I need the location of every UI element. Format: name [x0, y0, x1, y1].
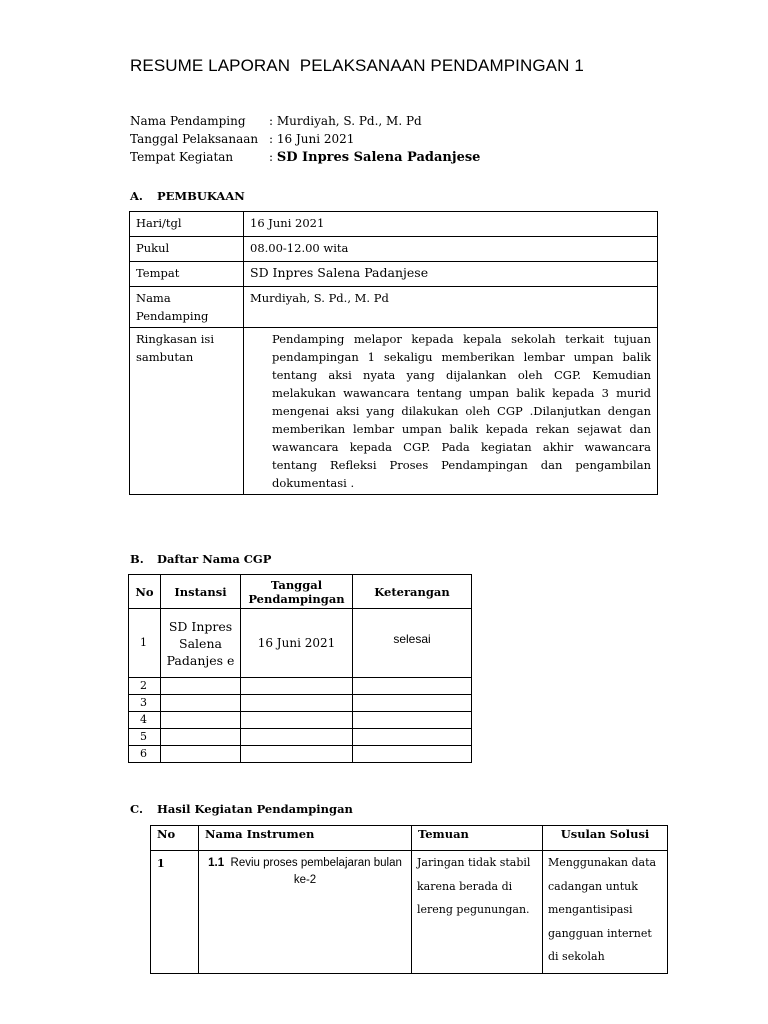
info-value-prefix: : [269, 150, 277, 164]
info-label: Tempat Kegiatan [130, 150, 234, 164]
info-row-pendamping [130, 114, 422, 128]
table-cell: Menggunakan data cadangan untuk mengantisipasi gangguan internet di sekolah [543, 851, 668, 974]
column-header: Nama Instrumen [199, 826, 412, 851]
table-row [151, 851, 668, 974]
info-label: Tanggal Pelaksanaan [130, 132, 259, 146]
table-cell [241, 746, 353, 763]
table-cell-label: Ringkasan isi sambutan [130, 328, 244, 495]
table-cell-label: Hari/tgl [130, 212, 244, 237]
section-letter: A. [130, 189, 143, 203]
table-cell-value: 08.00-12.00 wita [244, 237, 658, 262]
column-header: Tanggal Pendampingan [241, 575, 353, 609]
info-row-tanggal [130, 132, 354, 146]
table-cell: 16 Juni 2021 [241, 609, 353, 678]
table-row [129, 695, 472, 712]
table-cell [161, 695, 241, 712]
table-cell-value: 16 Juni 2021 [244, 212, 658, 237]
section-a-heading [130, 189, 245, 203]
column-header: Instansi [161, 575, 241, 609]
table-row [130, 328, 658, 495]
table-cell: Jaringan tidak stabil karena berada di lereng pegunungan. [412, 851, 543, 974]
document-title: RESUME LAPORAN PELAKSANAAN PENDAMPINGAN 1 [130, 56, 584, 75]
pembukaan-table [129, 211, 658, 495]
column-header: Temuan [412, 826, 543, 851]
table-cell-value: Pendamping melapor kepada kepala sekolah terkait tujuan pendampingan 1 sekaligu memberikan lembar umpan balik tentang aksi nyata yang dijalankan oleh CGP. Kemudian melakukan wawancara tentang umpan balik kepada 3 murid mengenai aksi yang dilakukan oleh CGP .Dilanjutkan dengan memberikan lembar umpan balik kepada rekan sejawat dan wawancara kepada CGP. Pada kegiatan akhir wawancara tentang Refleksi Proses Pendampingan dan pengambilan dokumentasi . [244, 328, 658, 495]
table-row [130, 287, 658, 328]
table-cell-label: Tempat [130, 262, 244, 287]
table-row [130, 237, 658, 262]
section-title: Hasil Kegiatan Pendampingan [157, 802, 353, 816]
table-cell: 2 [129, 678, 161, 695]
section-title: Daftar Nama CGP [157, 552, 272, 566]
column-header: No [151, 826, 199, 851]
table-row [129, 712, 472, 729]
table-cell: selesai [353, 609, 472, 678]
info-value: SD Inpres Salena Padanjese [276, 150, 481, 165]
table-cell [161, 712, 241, 729]
table-row [129, 678, 472, 695]
table-cell: SD Inpres Salena Padanjes e [161, 609, 241, 678]
table-row [129, 746, 472, 763]
table-cell-value: SD Inpres Salena Padanjese [244, 262, 658, 287]
table-cell: 4 [129, 712, 161, 729]
table-cell [161, 678, 241, 695]
column-header: Usulan Solusi [543, 826, 668, 851]
table-cell [199, 851, 412, 974]
info-value: : 16 Juni 2021 [269, 132, 355, 146]
section-b-heading [130, 552, 271, 566]
section-title: PEMBUKAAN [157, 189, 245, 203]
info-label: Nama Pendamping [130, 114, 246, 128]
table-cell-label: Nama Pendamping [130, 287, 244, 328]
table-cell: 3 [129, 695, 161, 712]
table-row [130, 262, 658, 287]
table-cell-label: Pukul [130, 237, 244, 262]
section-letter: B. [130, 552, 144, 566]
table-cell [353, 695, 472, 712]
table-cell [241, 729, 353, 746]
table-cell-value: Murdiyah, S. Pd., M. Pd [244, 287, 658, 328]
table-cell [353, 746, 472, 763]
instrument-name: Reviu proses pembelajaran bulan ke-2 [230, 857, 402, 886]
info-value: : Murdiyah, S. Pd., M. Pd [269, 114, 422, 128]
cgp-table [128, 574, 472, 763]
table-row [129, 729, 472, 746]
table-cell [241, 695, 353, 712]
hasil-kegiatan-table [150, 825, 668, 974]
table-cell [161, 746, 241, 763]
column-header: No [129, 575, 161, 609]
table-cell: 6 [129, 746, 161, 763]
table-cell [241, 712, 353, 729]
table-cell [353, 678, 472, 695]
table-cell: 1 [151, 851, 199, 974]
section-c-heading [130, 802, 353, 816]
table-header-row [151, 826, 668, 851]
table-cell: 1 [129, 609, 161, 678]
table-cell [241, 678, 353, 695]
info-row-tempat [130, 150, 480, 165]
table-cell [353, 729, 472, 746]
table-cell: 5 [129, 729, 161, 746]
table-cell [161, 729, 241, 746]
instrument-number: 1.1 [208, 857, 225, 869]
column-header: Keterangan [353, 575, 472, 609]
table-header-row [129, 575, 472, 609]
table-cell [353, 712, 472, 729]
table-row [129, 609, 472, 678]
table-row [130, 212, 658, 237]
section-letter: C. [130, 802, 143, 816]
